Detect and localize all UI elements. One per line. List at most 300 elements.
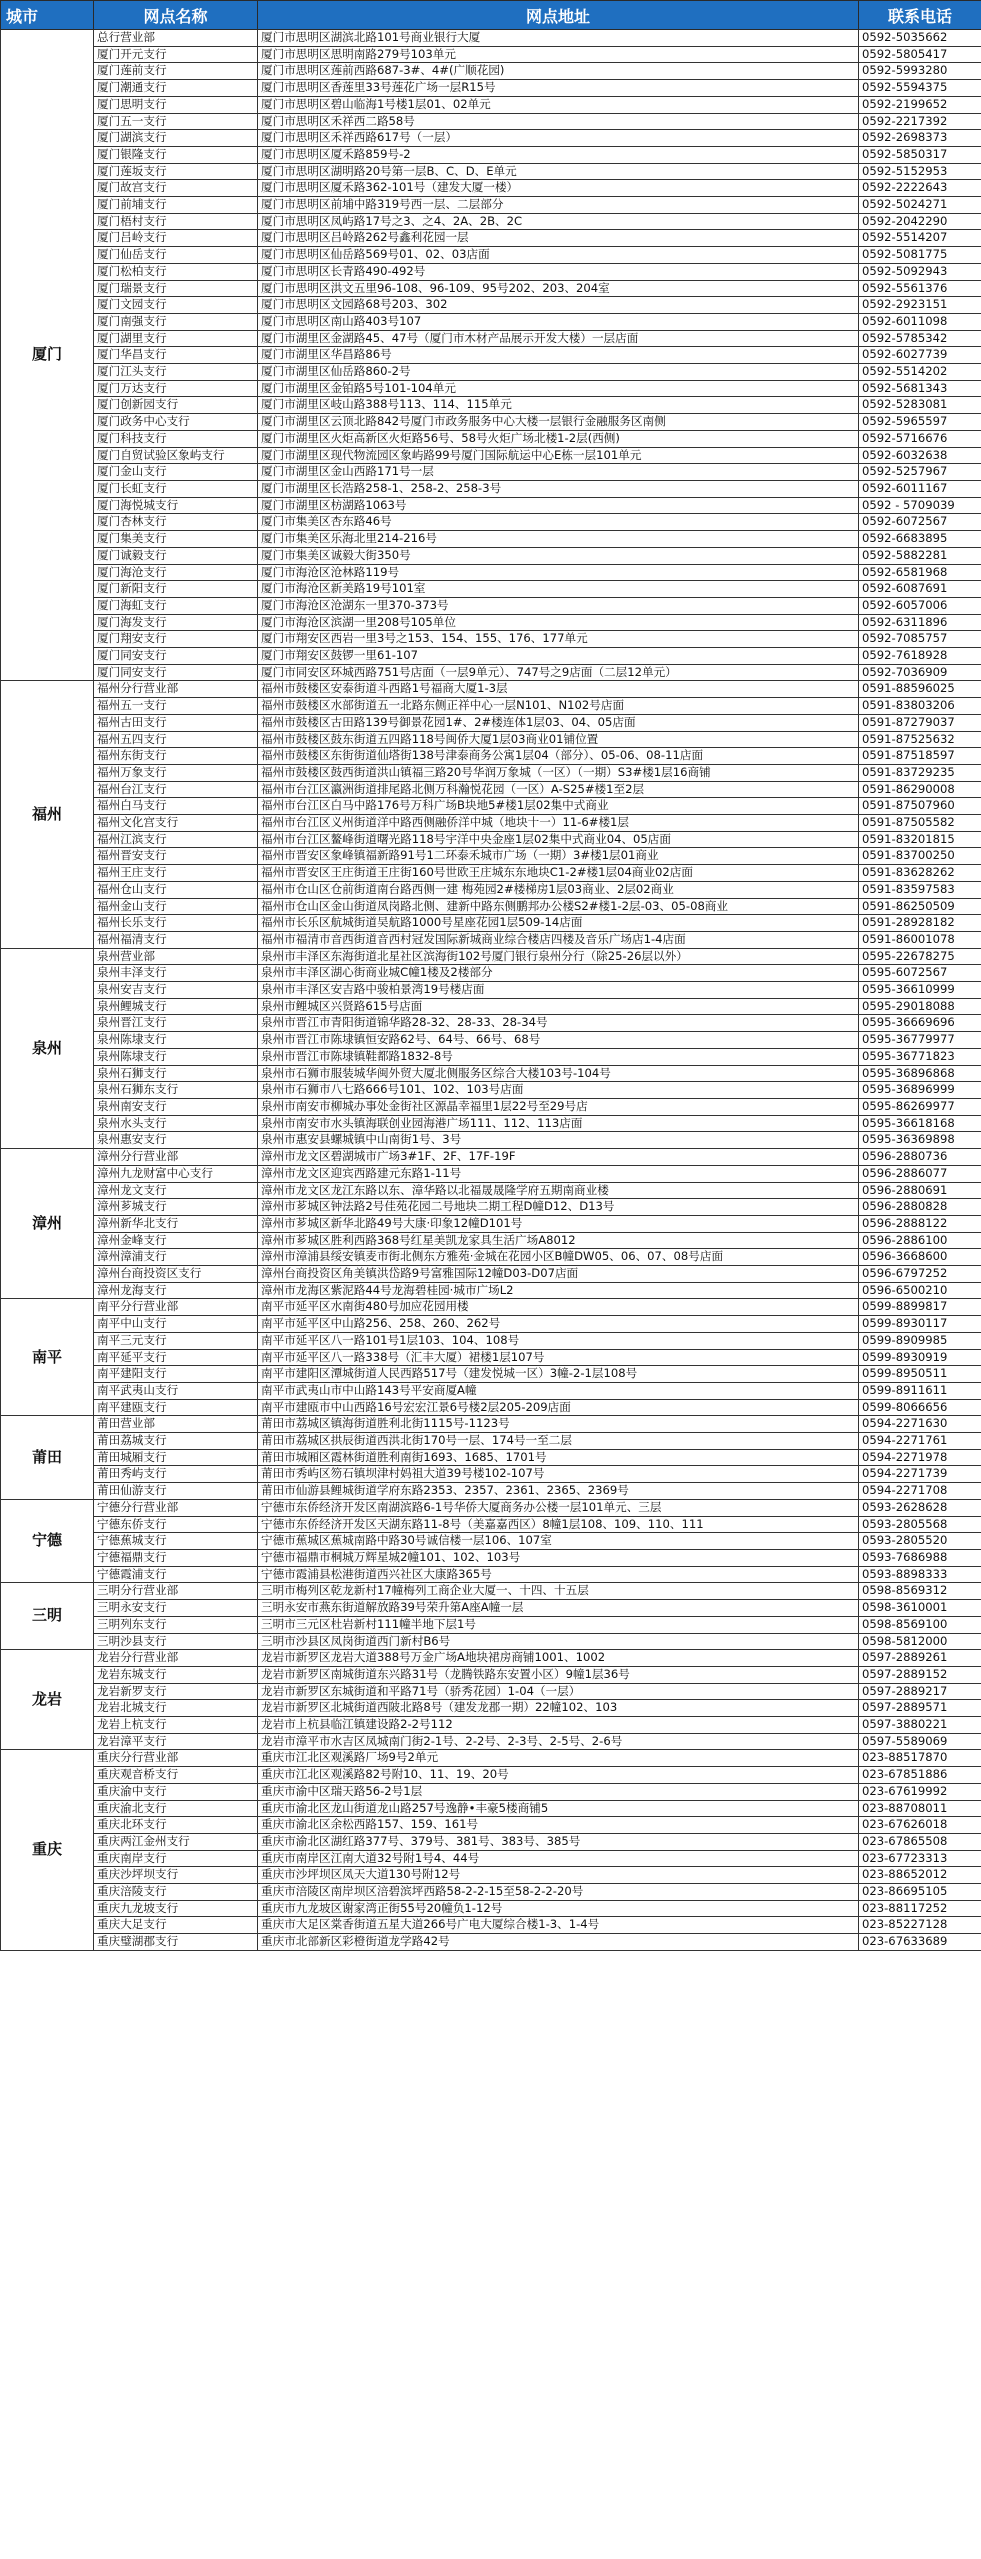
branch-address-cell: 福州市鼓楼区东街街道仙塔街138号津泰商务公寓1层04（部分）、05-06、08-11店面 xyxy=(258,748,859,765)
branch-name-cell: 南平三元支行 xyxy=(94,1332,258,1349)
branch-name-cell: 漳州漳浦支行 xyxy=(94,1249,258,1266)
city-cell: 福州 xyxy=(1,681,94,948)
table-row xyxy=(1,1900,981,1917)
table-row xyxy=(1,1549,981,1566)
branch-address-cell: 厦门市海沧区沧湖东一里370-373号 xyxy=(258,597,859,614)
branch-address-cell: 厦门市海沧区沧林路119号 xyxy=(258,564,859,581)
branch-name-cell: 厦门梧村支行 xyxy=(94,213,258,230)
branch-name-cell: 莆田城厢支行 xyxy=(94,1449,258,1466)
branch-address-cell: 厦门市湖里区云顶北路842号厦门市政务服务中心大楼一层银行金融服务区南侧 xyxy=(258,414,859,431)
branch-name-cell: 厦门海悦城支行 xyxy=(94,497,258,514)
branch-phone-cell: 0592-5035662 xyxy=(859,30,981,47)
branch-address-cell: 泉州市丰泽区东海街道北星社区滨海街102号厦门银行泉州分行（除25-26层以外） xyxy=(258,948,859,965)
branch-phone-cell: 0597-5589069 xyxy=(859,1733,981,1750)
branch-address-cell: 重庆市沙坪坝区凤天大道130号附12号 xyxy=(258,1867,859,1884)
table-row xyxy=(1,1750,981,1767)
branch-address-cell: 福州市台江区白马中路176号万科广场B块地5#楼1层02集中式商业 xyxy=(258,798,859,815)
table-row xyxy=(1,96,981,113)
branch-name-cell: 龙岩漳平支行 xyxy=(94,1733,258,1750)
branch-phone-cell: 0592-5514202 xyxy=(859,364,981,381)
table-row xyxy=(1,664,981,681)
branch-address-cell: 三明市沙县区凤岗街道西门新村B6号 xyxy=(258,1633,859,1650)
table-row xyxy=(1,681,981,698)
branch-phone-cell: 0592-5257967 xyxy=(859,464,981,481)
header-address: 网点地址 xyxy=(258,1,859,30)
branch-address-cell: 福州市仓山区金山街道凤岗路北侧、建新中路东侧鹏邦办公楼S2#楼1-2层-03、05-08商业 xyxy=(258,898,859,915)
branch-address-cell: 泉州市丰泽区安吉路中骏柏景湾19号楼店面 xyxy=(258,982,859,999)
branch-name-cell: 福州晋安支行 xyxy=(94,848,258,865)
table-row xyxy=(1,1366,981,1383)
branch-phone-cell: 0596-2886100 xyxy=(859,1232,981,1249)
branch-address-cell: 重庆市江北区观溪路厂场9号2单元 xyxy=(258,1750,859,1767)
branch-phone-cell: 0592-2222643 xyxy=(859,180,981,197)
table-row xyxy=(1,982,981,999)
branch-name-cell: 南平武夷山支行 xyxy=(94,1382,258,1399)
branch-phone-cell: 023-86695105 xyxy=(859,1884,981,1901)
branch-phone-cell: 0592-6072567 xyxy=(859,514,981,531)
branch-name-cell: 厦门五一支行 xyxy=(94,113,258,130)
branch-phone-cell: 0597-2889152 xyxy=(859,1666,981,1683)
branch-phone-cell: 0591-86001078 xyxy=(859,931,981,948)
branch-phone-cell: 0599-8930919 xyxy=(859,1349,981,1366)
table-row xyxy=(1,1616,981,1633)
branch-phone-cell: 0595-36771823 xyxy=(859,1048,981,1065)
table-row xyxy=(1,1499,981,1516)
branch-address-cell: 南平市延平区中山路256、258、260、262号 xyxy=(258,1316,859,1333)
branch-address-cell: 重庆市南岸区江南大道32号附1号4、44号 xyxy=(258,1850,859,1867)
branch-address-cell: 漳州市龙文区碧湖城市广场3#1F、2F、17F-19F xyxy=(258,1149,859,1166)
table-row xyxy=(1,180,981,197)
table-row xyxy=(1,748,981,765)
branch-address-cell: 厦门市海沧区新美路19号101室 xyxy=(258,581,859,598)
branch-address-cell: 三明市梅列区乾龙新村17幢梅列工商企业大厦一、十四、十五层 xyxy=(258,1583,859,1600)
branch-address-cell: 厦门市同安区环城西路751号店面（一层9单元）、747号之9店面（二层12单元） xyxy=(258,664,859,681)
table-row xyxy=(1,63,981,80)
branch-address-cell: 厦门市思明区厦禾路362-101号（建发大厦一楼） xyxy=(258,180,859,197)
branch-address-cell: 三明永安市燕东街道解放路39号荣升第A座A幢一层 xyxy=(258,1600,859,1617)
branch-phone-cell: 0595-36779977 xyxy=(859,1032,981,1049)
branch-phone-cell: 0592-7085757 xyxy=(859,631,981,648)
branch-phone-cell: 023-67851886 xyxy=(859,1767,981,1784)
branch-address-cell: 厦门市思明区凤屿路17号之3、之4、2A、2B、2C xyxy=(258,213,859,230)
branch-phone-cell: 0593-2628628 xyxy=(859,1499,981,1516)
branch-phone-cell: 0593-2805568 xyxy=(859,1516,981,1533)
branch-phone-cell: 0592-6032638 xyxy=(859,447,981,464)
table-row xyxy=(1,480,981,497)
table-row xyxy=(1,1700,981,1717)
branch-name-cell: 重庆观音桥支行 xyxy=(94,1767,258,1784)
branch-phone-cell: 0592-5092943 xyxy=(859,263,981,280)
table-row xyxy=(1,798,981,815)
table-row xyxy=(1,146,981,163)
branch-phone-cell: 0591-83729235 xyxy=(859,764,981,781)
table-row xyxy=(1,80,981,97)
branch-name-cell: 厦门创新园支行 xyxy=(94,397,258,414)
city-cell: 莆田 xyxy=(1,1416,94,1500)
branch-address-cell: 莆田市城厢区霞林街道胜利南街1693、1685、1701号 xyxy=(258,1449,859,1466)
table-row xyxy=(1,1332,981,1349)
branch-address-cell: 莆田市荔城区拱辰街道西洪北街170号一层、174号一至二层 xyxy=(258,1433,859,1450)
branch-phone-cell: 0597-2889217 xyxy=(859,1683,981,1700)
table-row xyxy=(1,1149,981,1166)
table-row xyxy=(1,464,981,481)
branch-address-cell: 厦门市翔安区西岩一里3号之153、154、155、176、177单元 xyxy=(258,631,859,648)
branch-name-cell: 厦门吕岭支行 xyxy=(94,230,258,247)
branch-address-cell: 厦门市思明区思明南路279号103单元 xyxy=(258,46,859,63)
branch-address-cell: 厦门市湖里区金山西路171号一层 xyxy=(258,464,859,481)
table-row xyxy=(1,163,981,180)
branch-name-cell: 厦门海虹支行 xyxy=(94,597,258,614)
table-row xyxy=(1,948,981,965)
branch-name-cell: 宁德霞浦支行 xyxy=(94,1566,258,1583)
branch-name-cell: 重庆渝北支行 xyxy=(94,1800,258,1817)
branch-name-cell: 厦门瑞景支行 xyxy=(94,280,258,297)
branch-address-cell: 宁德市东侨经济开发区天湖东路11-8号（美嘉嘉西区）8幢1层108、109、110、111 xyxy=(258,1516,859,1533)
branch-phone-cell: 0594-2271739 xyxy=(859,1466,981,1483)
branch-address-cell: 福州市晋安区象峰镇福新路91号1二环泰禾城市广场（一期）3#楼1层01商业 xyxy=(258,848,859,865)
table-row xyxy=(1,30,981,47)
branch-name-cell: 南平分行营业部 xyxy=(94,1299,258,1316)
branch-address-cell: 重庆市渝中区瑞天路56-2号1层 xyxy=(258,1783,859,1800)
branch-address-cell: 重庆市渝北区龙山街道龙山路257号逸静•丰豪5楼商铺5 xyxy=(258,1800,859,1817)
branch-address-cell: 厦门市集美区乐海北里214-216号 xyxy=(258,531,859,548)
branch-name-cell: 厦门思明支行 xyxy=(94,96,258,113)
branch-address-cell: 南平市建瓯市中山西路16号宏宏江景6号楼2层205-209店面 xyxy=(258,1399,859,1416)
table-row xyxy=(1,1683,981,1700)
branch-address-cell: 泉州市晋江市青阳街道锦华路28-32、28-33、28-34号 xyxy=(258,1015,859,1032)
branch-address-cell: 龙岩市新罗区龙岩大道388号万金广场A地块裙房商铺1001、1002 xyxy=(258,1650,859,1667)
branch-address-cell: 厦门市思明区洪文五里96-108、96-109、95号202、203、204室 xyxy=(258,280,859,297)
branch-phone-cell: 0598-5812000 xyxy=(859,1633,981,1650)
branch-address-cell: 宁德市东侨经济开发区南湖滨路6-1号华侨大厦商务办公楼一层101单元、三层 xyxy=(258,1499,859,1516)
branch-name-cell: 福州五四支行 xyxy=(94,731,258,748)
table-row xyxy=(1,113,981,130)
table-row xyxy=(1,1048,981,1065)
branch-address-cell: 龙岩市新罗区南城街道东兴路31号（龙腾铁路东安置小区）9幢1层36号 xyxy=(258,1666,859,1683)
table-row xyxy=(1,831,981,848)
branch-name-cell: 莆田荔城支行 xyxy=(94,1433,258,1450)
table-row xyxy=(1,581,981,598)
table-row xyxy=(1,1416,981,1433)
table-row xyxy=(1,1299,981,1316)
branch-address-cell: 漳州台商投资区角美镇洪岱路9号富雅国际12幢D03-D07店面 xyxy=(258,1266,859,1283)
table-row xyxy=(1,1249,981,1266)
table-row xyxy=(1,1182,981,1199)
branch-name-cell: 泉州安吉支行 xyxy=(94,982,258,999)
table-row xyxy=(1,263,981,280)
branch-address-cell: 厦门市翔安区鼓锣一里61-107 xyxy=(258,648,859,665)
branch-phone-cell: 0599-8066656 xyxy=(859,1399,981,1416)
branch-name-cell: 泉州陈埭支行 xyxy=(94,1048,258,1065)
branch-name-cell: 宁德福鼎支行 xyxy=(94,1549,258,1566)
table-row xyxy=(1,247,981,264)
branch-name-cell: 龙岩新罗支行 xyxy=(94,1683,258,1700)
branch-phone-cell: 0598-3610001 xyxy=(859,1600,981,1617)
branch-name-cell: 龙岩北城支行 xyxy=(94,1700,258,1717)
branch-phone-cell: 0598-8569100 xyxy=(859,1616,981,1633)
branch-name-cell: 泉州南安支行 xyxy=(94,1099,258,1116)
table-row xyxy=(1,731,981,748)
branch-phone-cell: 0594-2271978 xyxy=(859,1449,981,1466)
branch-phone-cell: 023-88708011 xyxy=(859,1800,981,1817)
branch-phone-cell: 0595-36896999 xyxy=(859,1082,981,1099)
branch-name-cell: 福州王庄支行 xyxy=(94,865,258,882)
table-row xyxy=(1,998,981,1015)
table-row xyxy=(1,230,981,247)
branch-name-cell: 南平建阳支行 xyxy=(94,1366,258,1383)
table-row xyxy=(1,1800,981,1817)
branch-phone-cell: 023-88652012 xyxy=(859,1867,981,1884)
branch-address-cell: 三明市三元区杜岩新村111幢半地下层1号 xyxy=(258,1616,859,1633)
branch-name-cell: 泉州鲤城支行 xyxy=(94,998,258,1015)
branch-name-cell: 福州五一支行 xyxy=(94,698,258,715)
table-row xyxy=(1,497,981,514)
branch-phone-cell: 0592-5024271 xyxy=(859,197,981,214)
branch-phone-cell: 023-67633689 xyxy=(859,1934,981,1951)
branch-name-cell: 总行营业部 xyxy=(94,30,258,47)
branch-address-cell: 厦门市湖里区仙岳路860-2号 xyxy=(258,364,859,381)
branch-phone-cell: 023-85227128 xyxy=(859,1917,981,1934)
table-row xyxy=(1,197,981,214)
branch-address-cell: 重庆市江北区观溪路82号附10、11、19、20号 xyxy=(258,1767,859,1784)
table-row xyxy=(1,1767,981,1784)
branch-phone-cell: 0591-86250509 xyxy=(859,898,981,915)
city-cell: 漳州 xyxy=(1,1149,94,1299)
header-name: 网点名称 xyxy=(94,1,258,30)
branch-address-cell: 宁德市福鼎市桐城万辉星城2幢101、102、103号 xyxy=(258,1549,859,1566)
branch-phone-cell: 0595-36618168 xyxy=(859,1115,981,1132)
branch-address-cell: 福州市鼓楼区鼓西街道洪山镇福三路20号华润万象城（一区）（一期）S3#楼1层16商铺 xyxy=(258,764,859,781)
branch-address-cell: 厦门市思明区前埔中路319号西一层、二层部分 xyxy=(258,197,859,214)
table-row xyxy=(1,1666,981,1683)
branch-address-cell: 南平市延平区水南街480号加应花园用楼 xyxy=(258,1299,859,1316)
branch-name-cell: 厦门潮通支行 xyxy=(94,80,258,97)
branch-name-cell: 厦门海沧支行 xyxy=(94,564,258,581)
branch-address-cell: 泉州市南安市水头镇海联创业园海港广场111、112、113店面 xyxy=(258,1115,859,1132)
table-row xyxy=(1,1867,981,1884)
branch-phone-cell: 0593-2805520 xyxy=(859,1533,981,1550)
branch-phone-cell: 0595-36896868 xyxy=(859,1065,981,1082)
table-row xyxy=(1,915,981,932)
branch-address-cell: 厦门市湖里区长浩路258-1、258-2、258-3号 xyxy=(258,480,859,497)
branch-phone-cell: 0592-6057006 xyxy=(859,597,981,614)
branch-address-cell: 福州市长乐区航城街道吴航路1000号星座花园1层509-14店面 xyxy=(258,915,859,932)
branch-name-cell: 厦门松柏支行 xyxy=(94,263,258,280)
city-cell: 龙岩 xyxy=(1,1650,94,1750)
branch-name-cell: 厦门南强支行 xyxy=(94,313,258,330)
table-row xyxy=(1,1165,981,1182)
branch-name-cell: 重庆渝中支行 xyxy=(94,1783,258,1800)
table-row xyxy=(1,347,981,364)
branch-address-cell: 厦门市思明区仙岳路569号01、02、03店面 xyxy=(258,247,859,264)
table-row xyxy=(1,1833,981,1850)
table-row xyxy=(1,1817,981,1834)
branch-address-cell: 厦门市湖里区枋湖路1063号 xyxy=(258,497,859,514)
branch-name-cell: 厦门杏林支行 xyxy=(94,514,258,531)
branch-address-cell: 厦门市集美区诚毅大街350号 xyxy=(258,547,859,564)
branch-name-cell: 重庆涪陵支行 xyxy=(94,1884,258,1901)
branch-phone-cell: 0595-36369898 xyxy=(859,1132,981,1149)
table-row xyxy=(1,597,981,614)
branch-phone-cell: 0595-22678275 xyxy=(859,948,981,965)
table-row xyxy=(1,1065,981,1082)
branch-name-cell: 莆田营业部 xyxy=(94,1416,258,1433)
table-row xyxy=(1,1099,981,1116)
branch-name-cell: 泉州丰泽支行 xyxy=(94,965,258,982)
branch-phone-cell: 0594-2271630 xyxy=(859,1416,981,1433)
table-row xyxy=(1,1266,981,1283)
branch-phone-cell: 0599-8930117 xyxy=(859,1316,981,1333)
branch-phone-cell: 0592-6581968 xyxy=(859,564,981,581)
branch-address-cell: 厦门市思明区香莲里33号莲花广场一层R15号 xyxy=(258,80,859,97)
branch-phone-cell: 0592-5561376 xyxy=(859,280,981,297)
branch-address-cell: 漳州市龙文区龙江东路以东、漳华路以北福晟晟隆学府五期南商业楼 xyxy=(258,1182,859,1199)
table-row xyxy=(1,898,981,915)
branch-phone-cell: 023-67723313 xyxy=(859,1850,981,1867)
branch-phone-cell: 023-88117252 xyxy=(859,1900,981,1917)
city-cell: 泉州 xyxy=(1,948,94,1148)
branch-address-cell: 龙岩市上杭县临江镇建设路2-2号112 xyxy=(258,1717,859,1734)
table-row xyxy=(1,714,981,731)
header-city: 城市 xyxy=(1,1,94,30)
branch-phone-cell: 0592-5283081 xyxy=(859,397,981,414)
table-row xyxy=(1,130,981,147)
branch-phone-cell: 0591-83700250 xyxy=(859,848,981,865)
branch-name-cell: 厦门湖里支行 xyxy=(94,330,258,347)
branch-phone-cell: 0592-6027739 xyxy=(859,347,981,364)
branch-address-cell: 漳州市芗城区新华北路49号大康·印象12幢D101号 xyxy=(258,1215,859,1232)
branch-address-cell: 厦门市湖里区华昌路86号 xyxy=(258,347,859,364)
branch-name-cell: 漳州新华北支行 xyxy=(94,1215,258,1232)
branch-address-cell: 厦门市思明区禾祥西路617号（一层） xyxy=(258,130,859,147)
table-row xyxy=(1,297,981,314)
branch-phone-cell: 0592-6683895 xyxy=(859,531,981,548)
branch-name-cell: 厦门莲坂支行 xyxy=(94,163,258,180)
branch-address-cell: 厦门市思明区长青路490-492号 xyxy=(258,263,859,280)
branch-phone-cell: 0592-5152953 xyxy=(859,163,981,180)
branch-phone-cell: 0591-87279037 xyxy=(859,714,981,731)
branch-address-cell: 重庆市涪陵区南岸坝区涪碧滨坪西路58-2-2-15至58-2-2-20号 xyxy=(258,1884,859,1901)
branch-name-cell: 厦门万达支行 xyxy=(94,380,258,397)
branch-phone-cell: 0592-2217392 xyxy=(859,113,981,130)
branch-name-cell: 福州台江支行 xyxy=(94,781,258,798)
branch-name-cell: 泉州营业部 xyxy=(94,948,258,965)
branch-phone-cell: 0597-2889571 xyxy=(859,1700,981,1717)
branch-phone-cell: 0592 - 5709039 xyxy=(859,497,981,514)
branch-name-cell: 厦门金山支行 xyxy=(94,464,258,481)
branch-name-cell: 福州仓山支行 xyxy=(94,881,258,898)
branch-address-cell: 南平市武夷山市中山路143号平安商厦A幢 xyxy=(258,1382,859,1399)
branch-name-cell: 宁德东侨支行 xyxy=(94,1516,258,1533)
branch-name-cell: 福州白马支行 xyxy=(94,798,258,815)
branch-address-cell: 福州市福清市音西街道音西村冠发国际新城商业综合楼店四楼及音乐广场店1-4店面 xyxy=(258,931,859,948)
branch-address-cell: 重庆市北部新区彩橙街道龙学路42号 xyxy=(258,1934,859,1951)
table-row xyxy=(1,1449,981,1466)
branch-name-cell: 重庆大足支行 xyxy=(94,1917,258,1934)
table-row xyxy=(1,648,981,665)
table-row xyxy=(1,1650,981,1667)
branch-address-cell: 泉州市鲤城区兴贤路615号店面 xyxy=(258,998,859,1015)
branch-phone-cell: 0591-87518597 xyxy=(859,748,981,765)
branch-address-cell: 厦门市湖里区金湖路45、47号（厦门市木材产品展示开发大楼）一层店面 xyxy=(258,330,859,347)
branch-address-cell: 龙岩市新罗区东城街道和平路71号（骄秀花园）1-04（一层） xyxy=(258,1683,859,1700)
branch-address-cell: 重庆市九龙坡区谢家湾正街55号20幢负1-12号 xyxy=(258,1900,859,1917)
branch-name-cell: 三明分行营业部 xyxy=(94,1583,258,1600)
branch-phone-cell: 0591-88596025 xyxy=(859,681,981,698)
branch-name-cell: 重庆璧湖郡支行 xyxy=(94,1934,258,1951)
branch-phone-cell: 0594-2271708 xyxy=(859,1483,981,1500)
branch-phone-cell: 0595-29018088 xyxy=(859,998,981,1015)
branch-name-cell: 南平延平支行 xyxy=(94,1349,258,1366)
branch-address-cell: 福州市鼓楼区古田路139号御景花园1#、2#楼连体1层03、04、05店面 xyxy=(258,714,859,731)
branch-phone-cell: 0591-87507960 xyxy=(859,798,981,815)
table-row xyxy=(1,397,981,414)
branch-address-cell: 莆田市仙游县鲤城街道学府东路2353、2357、2361、2365、2369号 xyxy=(258,1483,859,1500)
branch-address-cell: 漳州市芗城区胜利西路368号红星美凯龙家具生活广场A8012 xyxy=(258,1232,859,1249)
table-row xyxy=(1,1733,981,1750)
table-body xyxy=(1,30,981,1951)
branch-address-cell: 重庆市大足区棠香街道五星大道266号广电大厦综合楼1-3、1-4号 xyxy=(258,1917,859,1934)
branch-name-cell: 厦门自贸试验区象屿支行 xyxy=(94,447,258,464)
branch-name-cell: 福州福清支行 xyxy=(94,931,258,948)
branch-phone-cell: 0599-8899817 xyxy=(859,1299,981,1316)
city-cell: 南平 xyxy=(1,1299,94,1416)
branch-phone-cell: 0595-86269977 xyxy=(859,1099,981,1116)
branch-address-cell: 泉州市惠安县螺城镇中山南街1号、3号 xyxy=(258,1132,859,1149)
table-row xyxy=(1,447,981,464)
branch-phone-cell: 0599-8909985 xyxy=(859,1332,981,1349)
city-cell: 三明 xyxy=(1,1583,94,1650)
table-row xyxy=(1,1282,981,1299)
table-row xyxy=(1,815,981,832)
branch-name-cell: 厦门政务中心支行 xyxy=(94,414,258,431)
branch-name-cell: 漳州龙海支行 xyxy=(94,1282,258,1299)
table-row xyxy=(1,1115,981,1132)
branch-name-cell: 三明列东支行 xyxy=(94,1616,258,1633)
branch-phone-cell: 0591-87505582 xyxy=(859,815,981,832)
branch-address-cell: 重庆市渝北区余松西路157、159、161号 xyxy=(258,1817,859,1834)
branch-phone-cell: 0592-2698373 xyxy=(859,130,981,147)
branch-name-cell: 福州古田支行 xyxy=(94,714,258,731)
branch-phone-cell: 0596-2880828 xyxy=(859,1199,981,1216)
table-row xyxy=(1,1533,981,1550)
branch-address-cell: 福州市台江区瀛洲街道排尾路北侧万科瀚悦花园（一区）A-S25#楼1至2层 xyxy=(258,781,859,798)
branch-name-cell: 龙岩上杭支行 xyxy=(94,1717,258,1734)
branch-name-cell: 福州金山支行 xyxy=(94,898,258,915)
branch-address-cell: 南平市建阳区潭城街道人民西路517号（建发悦城一区）3幢-2-1层108号 xyxy=(258,1366,859,1383)
branch-phone-cell: 023-67619992 xyxy=(859,1783,981,1800)
branch-address-cell: 莆田市秀屿区笏石镇坝津村妈祖大道39号楼102-107号 xyxy=(258,1466,859,1483)
table-row xyxy=(1,1783,981,1800)
branch-phone-cell: 023-88517870 xyxy=(859,1750,981,1767)
branch-phone-cell: 0592-5514207 xyxy=(859,230,981,247)
table-row xyxy=(1,1215,981,1232)
table-row xyxy=(1,865,981,882)
branch-name-cell: 泉州石狮支行 xyxy=(94,1065,258,1082)
branch-name-cell: 泉州水头支行 xyxy=(94,1115,258,1132)
branch-address-cell: 厦门市湖里区金铂路5号101-104单元 xyxy=(258,380,859,397)
branch-phone-cell: 023-67865508 xyxy=(859,1833,981,1850)
branch-name-cell: 泉州晋江支行 xyxy=(94,1015,258,1032)
branch-name-cell: 厦门文园支行 xyxy=(94,297,258,314)
branch-name-cell: 厦门科技支行 xyxy=(94,430,258,447)
table-row xyxy=(1,1199,981,1216)
branch-address-cell: 泉州市晋江市陈埭镇恒安路62号、64号、66号、68号 xyxy=(258,1032,859,1049)
branch-name-cell: 福州文化宫支行 xyxy=(94,815,258,832)
branch-address-cell: 福州市鼓楼区水部街道五一北路东侧正祥中心一层N101、N102号店面 xyxy=(258,698,859,715)
branch-phone-cell: 0591-28928182 xyxy=(859,915,981,932)
branch-name-cell: 厦门集美支行 xyxy=(94,531,258,548)
